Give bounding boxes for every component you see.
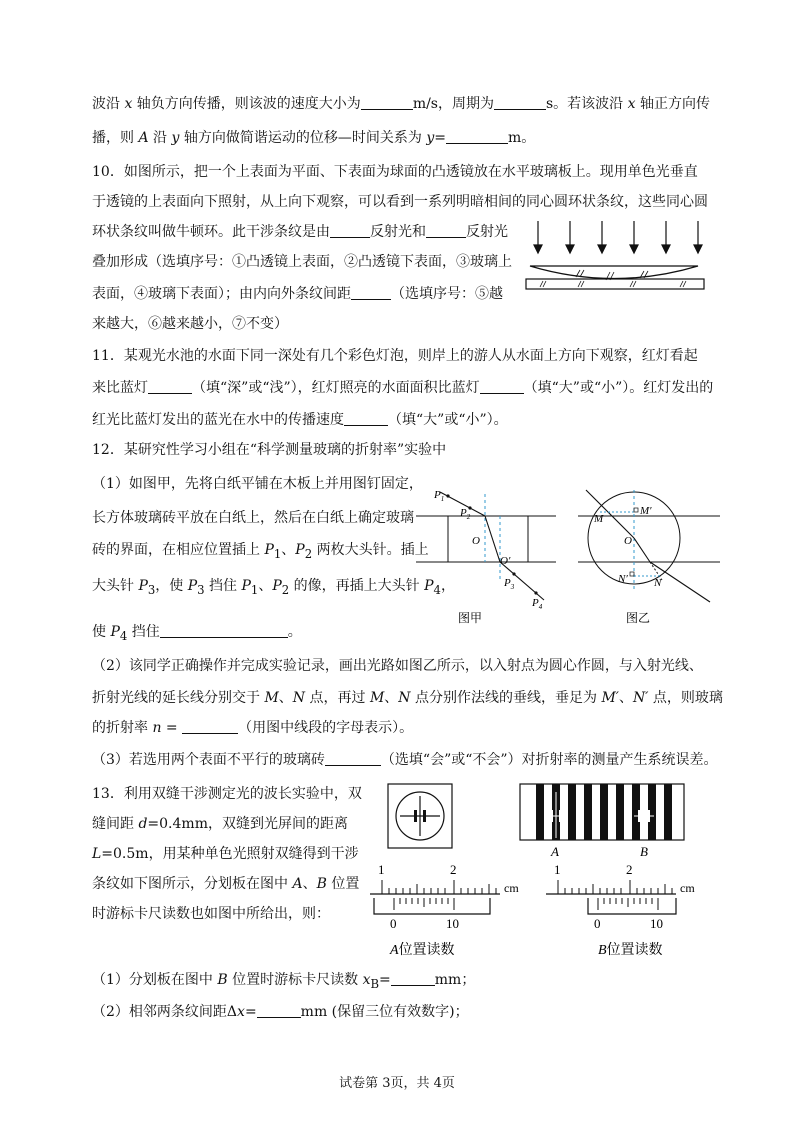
text: =0.5m，用某种单色光照射双缝得到干涉 xyxy=(101,846,359,862)
text: 砖的界面，在相应位置插上 xyxy=(92,542,265,558)
text: 缝间距 xyxy=(92,816,139,832)
unit-cm: cm xyxy=(504,881,519,895)
sub: 2 xyxy=(304,546,313,561)
var: P xyxy=(241,578,251,594)
text: 。 xyxy=(287,624,302,640)
light-arrows xyxy=(534,221,702,253)
caption-text: 位置读数 xyxy=(606,943,663,958)
caption-letter: A xyxy=(390,943,399,958)
sub: 1 xyxy=(273,546,282,561)
text: 位置 xyxy=(326,876,360,892)
q12-p1-line2: 长方体玻璃砖平放在白纸上，然后在白纸上确定玻璃 xyxy=(92,510,414,526)
var: M xyxy=(369,690,385,706)
answer-blank[interactable] xyxy=(361,95,413,110)
text: 、 xyxy=(302,876,317,892)
text: 、 xyxy=(278,690,293,706)
q10-line4: 叠加形成（选填序号：①凸透镜上表面，②凸透镜下表面，③玻璃上 xyxy=(92,254,512,270)
q12-p2-line3 xyxy=(92,718,413,738)
var: y xyxy=(426,130,435,146)
main-scale-1: 1 xyxy=(554,862,561,877)
newton-ring-figure xyxy=(520,215,710,295)
var: x xyxy=(627,96,636,112)
answer-blank[interactable] xyxy=(182,719,238,734)
var: P xyxy=(187,578,198,594)
q12-title: 12．某研究性学习小组在“科学测量玻璃的折射率”实验中 xyxy=(92,442,447,458)
var: N′ xyxy=(632,690,649,706)
q12-p2-line2 xyxy=(92,688,723,708)
var: P xyxy=(295,542,305,558)
text: 、 xyxy=(281,542,296,558)
text: mm； xyxy=(434,972,476,988)
answer-blank[interactable] xyxy=(257,1003,301,1018)
text: 大头针 xyxy=(92,578,139,594)
answer-blank[interactable] xyxy=(426,223,466,238)
var: A xyxy=(138,130,149,146)
text: 点，则玻璃 xyxy=(648,690,723,706)
var: P xyxy=(138,578,148,594)
var: y xyxy=(171,130,180,146)
q13-sub2 xyxy=(92,1002,469,1022)
main-scale-1: 1 xyxy=(378,862,385,877)
q13-line3 xyxy=(92,844,359,864)
var: M′ xyxy=(601,690,619,706)
text: 点，再过 xyxy=(305,690,370,706)
text: =0.4mm，双缝到光屏间的距离 xyxy=(147,816,348,832)
text: 条纹如下图所示，分划板在图中 xyxy=(92,876,293,892)
label-o-prime: O′ xyxy=(500,555,511,567)
caption-fig-yi: 图乙 xyxy=(626,611,651,625)
text: 轴正方向传 xyxy=(635,96,710,112)
var: n xyxy=(152,720,162,736)
text: 位置时游标卡尺读数 xyxy=(227,972,363,988)
var: x xyxy=(362,972,371,988)
var: N xyxy=(292,690,306,706)
label-o: O xyxy=(472,535,480,547)
text: ， xyxy=(440,578,455,594)
label-p1: $P_1$ xyxy=(434,489,445,503)
text: 、 xyxy=(618,690,633,706)
q13-line5: 时游标卡尺读数也如图中所给出，则： xyxy=(92,906,330,922)
answer-blank[interactable] xyxy=(351,285,391,300)
var: B xyxy=(316,876,327,892)
q12-p3 xyxy=(92,750,718,770)
var: N xyxy=(398,690,411,706)
answer-blank[interactable] xyxy=(494,95,546,110)
q10-line2: 于透镜的上表面向下照射，从上向下观察，可以看到一系列明暗相间的同心圆环状条纹，这些同心圆 xyxy=(92,194,708,210)
caption-text: 位置读数 xyxy=(398,943,455,958)
var: B xyxy=(217,972,228,988)
text: （填“大”或“小”）。红灯发出的 xyxy=(523,380,714,396)
answer-blank[interactable] xyxy=(446,129,508,144)
var: P xyxy=(424,578,434,594)
var: d xyxy=(138,816,148,832)
text: （2）相邻两条纹间距Δ xyxy=(92,1004,238,1020)
text: 的像，再插上大头针 xyxy=(289,578,425,594)
sub: 4 xyxy=(119,628,128,643)
text: 反射光 xyxy=(466,224,508,240)
sub: B xyxy=(370,976,380,991)
text: 、 xyxy=(258,578,273,594)
sub: 3 xyxy=(197,582,205,597)
q12-p1-line3 xyxy=(92,540,429,564)
var: A xyxy=(292,876,303,892)
text: 来比蓝灯 xyxy=(92,380,148,396)
text: 播，则 xyxy=(92,130,139,146)
text: ，使 xyxy=(155,578,188,594)
caption-letter: B xyxy=(598,943,607,958)
text: 的折射率 xyxy=(92,720,153,736)
answer-blank[interactable] xyxy=(344,411,388,426)
text: 表面，④玻璃下表面）；由内向外条纹间距 xyxy=(92,286,351,302)
var: P xyxy=(110,624,120,640)
fringe-label-a: A xyxy=(551,844,559,859)
text: 轴方向做简谐运动的位移—时间关系为 xyxy=(179,130,427,146)
vernier-0: 0 xyxy=(594,916,601,931)
text: 折射光线的延长线分别交于 xyxy=(92,690,265,706)
q13-sub1 xyxy=(92,970,475,994)
var: x xyxy=(124,96,133,112)
answer-blank[interactable] xyxy=(480,379,524,394)
label-n: N xyxy=(654,577,662,589)
plate-hatch xyxy=(540,281,686,287)
q13-line4 xyxy=(92,874,359,894)
text: 波沿 xyxy=(92,96,125,112)
text: （用图中线段的字母表示）。 xyxy=(238,720,414,736)
text: mm (保留三位有效数字)； xyxy=(300,1004,469,1020)
page-footer: 试卷第 3页，共 4页 xyxy=(339,1076,455,1091)
answer-blank[interactable] xyxy=(148,379,192,394)
label-p2: $P_2$ xyxy=(460,507,471,521)
text: （3）若选用两个表面不平行的玻璃砖 xyxy=(92,752,325,768)
text: 沿 xyxy=(148,130,172,146)
q13-line2 xyxy=(92,814,348,834)
answer-blank[interactable] xyxy=(325,751,381,766)
label-p3: $P_3$ xyxy=(504,577,515,591)
fringe-label-b: B xyxy=(640,844,648,859)
q13-line1: 13．利用双缝干涉测定光的波长实验中，双 xyxy=(92,786,362,802)
vernier-scale-b xyxy=(540,858,710,962)
figure-yi xyxy=(574,486,724,626)
text: 点分别作法线的垂线，垂足为 xyxy=(410,690,602,706)
answer-blank[interactable] xyxy=(330,223,370,238)
text: m。 xyxy=(507,130,536,146)
text: 反射光和 xyxy=(370,224,426,240)
var: P xyxy=(264,542,274,558)
glass-plate xyxy=(526,279,704,289)
q12-p1-line4 xyxy=(92,576,455,600)
q11-line2 xyxy=(92,378,713,398)
figure-jia xyxy=(410,486,560,626)
label-n-prime: N′ xyxy=(618,573,628,585)
sub: 1 xyxy=(250,582,259,597)
q9-line2 xyxy=(92,128,535,148)
main-scale-2: 2 xyxy=(626,862,633,877)
caption-scale-b xyxy=(598,941,663,958)
var: M xyxy=(264,690,279,706)
text: （选填“会”或“不会”）对折射率的测量产生系统误差。 xyxy=(380,752,718,768)
caption-scale-a xyxy=(389,941,455,958)
var: x xyxy=(237,1004,245,1020)
q10-line5 xyxy=(92,284,503,304)
text: 红光比蓝灯发出的蓝光在水中的传播速度 xyxy=(92,412,344,428)
vernier-10: 10 xyxy=(446,916,459,931)
text: 挡住 xyxy=(204,578,242,594)
q9-line1 xyxy=(92,94,710,114)
q10-line6: 来越大，⑥越来越小，⑦不变） xyxy=(92,316,288,332)
label-m: M xyxy=(594,513,604,525)
text: （选填序号：⑤越 xyxy=(391,286,503,302)
text: = xyxy=(244,1004,257,1020)
var: P xyxy=(272,578,282,594)
answer-blank[interactable] xyxy=(391,971,435,986)
q11-line1: 11．某观光水池的水面下同一深处有几个彩色灯泡，则岸上的游人从水面上方向下观察，红灯看起 xyxy=(92,348,698,364)
text: = xyxy=(161,720,183,736)
sub: 2 xyxy=(281,582,290,597)
text: = xyxy=(379,972,391,988)
vernier-0: 0 xyxy=(390,916,397,931)
caption-fig-jia: 图甲 xyxy=(458,611,483,625)
text: = xyxy=(434,130,446,146)
vernier-10: 10 xyxy=(650,916,663,931)
text: 轴负方向传播，则该波的速度大小为 xyxy=(132,96,361,112)
sub: 3 xyxy=(147,582,156,597)
label-p4: $P_4$ xyxy=(532,597,543,611)
q12-p2-line1: （2）该同学正确操作并完成实验记录，画出光路如图乙所示，以入射点为圆心作圆，与入射光线、 xyxy=(92,658,703,674)
sub: 4 xyxy=(433,582,441,597)
text: （填“大”或“小”）。 xyxy=(388,412,508,428)
reticle-figure xyxy=(386,782,456,852)
text: m/s，周期为 xyxy=(412,96,494,112)
q12-p1-line5 xyxy=(92,622,302,646)
q12-p1-line1: （1）如图甲，先将白纸平铺在木板上并用图钉固定， xyxy=(92,476,423,492)
text: 两枚大头针。插上 xyxy=(312,542,429,558)
fringe-pattern xyxy=(518,782,688,860)
answer-blank[interactable] xyxy=(160,623,288,638)
text: s。若该波沿 xyxy=(546,96,628,112)
vernier-scale-a xyxy=(364,858,534,962)
var: L xyxy=(92,846,102,862)
label-m-prime: M′ xyxy=(640,505,652,517)
text: （填“深”或“浅”），红灯照亮的水面面积比蓝灯 xyxy=(192,380,480,396)
main-scale-2: 2 xyxy=(450,862,457,877)
text: 挡住 xyxy=(127,624,160,640)
q10-line3 xyxy=(92,222,508,242)
label-o: O xyxy=(624,535,632,547)
q11-line3 xyxy=(92,410,508,430)
q10-line1: 10．如图所示，把一个上表面为平面、下表面为球面的凸透镜放在水平玻璃板上。现用单色光垂直 xyxy=(92,164,698,180)
text: 、 xyxy=(384,690,399,706)
unit-cm: cm xyxy=(680,881,695,895)
text: 环状条纹叫做牛顿环。此干涉条纹是由 xyxy=(92,224,330,240)
text: 使 xyxy=(92,624,111,640)
text: （1）分划板在图中 xyxy=(92,972,218,988)
